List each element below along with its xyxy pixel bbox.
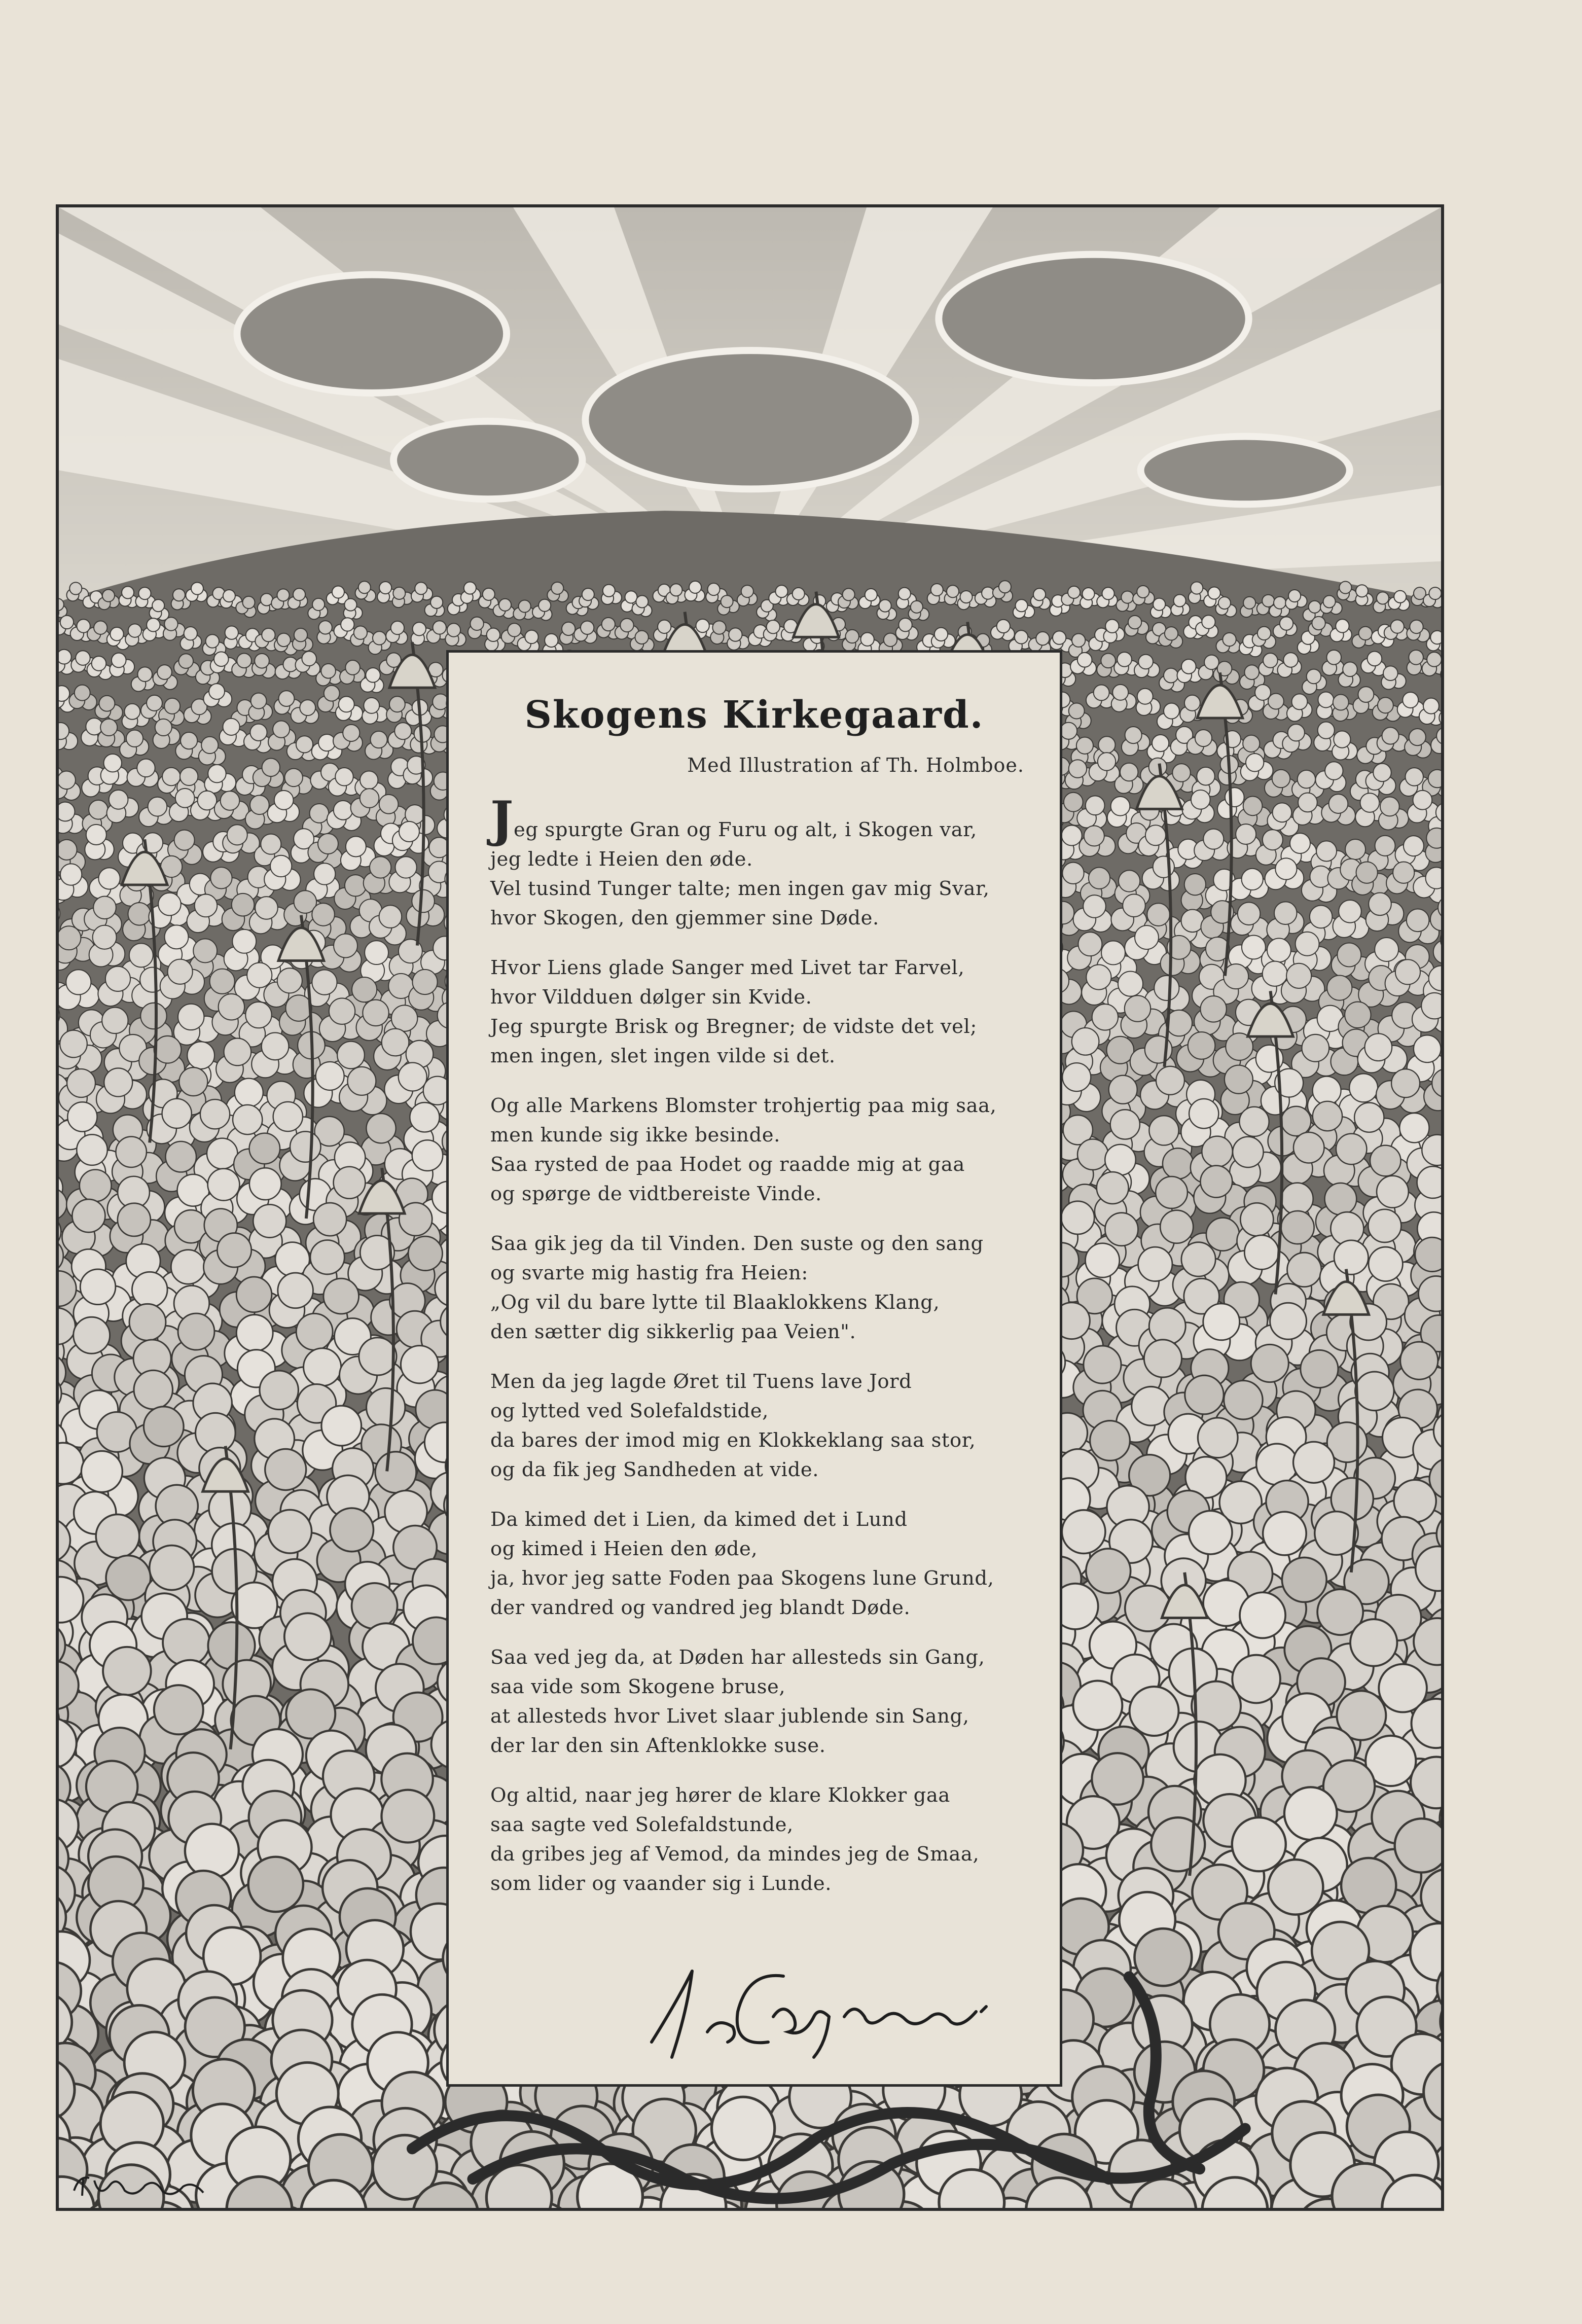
- stanza: [490, 953, 1028, 1071]
- poem-line: Saa rysted de paa Hodet og raadde mig at gaa: [490, 1153, 965, 1176]
- stanza: [490, 1643, 1028, 1761]
- poem-line: og lytted ved Solefaldstide,: [490, 1400, 769, 1422]
- poem-line: ja, hvor jeg satte Foden paa Skogens lune Grund,: [490, 1567, 994, 1590]
- stanza: [490, 1229, 1028, 1347]
- poem-line: jeg ledte i Heien den øde.: [490, 848, 753, 871]
- poem-line: da gribes jeg af Vemod, da mindes jeg de Smaa,: [490, 1843, 980, 1866]
- poem-line: men ingen, slet ingen vilde si det.: [490, 1045, 836, 1067]
- poem-line: Og alle Markens Blomster trohjertig paa mig saa,: [490, 1094, 997, 1117]
- poem-panel: [446, 650, 1062, 2087]
- poem-line: der vandred og vandred jeg blandt Døde.: [490, 1596, 911, 1619]
- poem-line: Da kimed det i Lien, da kimed det i Lund: [490, 1508, 908, 1531]
- poem-line: Hvor Liens glade Sanger med Livet tar Farvel,: [490, 956, 965, 979]
- poem-line: [490, 791, 1028, 848]
- poem-line: Saa ved jeg da, at Døden har allesteds sin Gang,: [490, 1646, 985, 1669]
- poem-line: og spørge de vidtbereiste Vinde.: [490, 1183, 822, 1205]
- stanza: [490, 1505, 1028, 1623]
- stanza: [490, 1781, 1028, 1899]
- poem-line: men kunde sig ikke besinde.: [490, 1124, 781, 1147]
- poem-line: „Og vil du bare lytte til Blaaklokkens Klang,: [490, 1291, 940, 1314]
- poem-line: og da fik jeg Sandheden at vide.: [490, 1458, 819, 1481]
- poem-line: at allesteds hvor Livet slaar jublende sin Sang,: [490, 1705, 969, 1728]
- poem-line: hvor Skogen, den gjemmer sine Døde.: [490, 907, 879, 929]
- poem-line: som lider og vaander sig i Lunde.: [490, 1872, 832, 1895]
- poem-title: Skogens Kirkegaard.: [524, 693, 984, 737]
- poem-line: da bares der imod mig en Klokkeklang saa stor,: [490, 1429, 976, 1452]
- artist-signature: [69, 2170, 221, 2201]
- poem-body: [490, 791, 1028, 1919]
- poem-line: Men da jeg lagde Øret til Tuens lave Jord: [490, 1370, 912, 1393]
- drop-initial: J: [490, 791, 514, 848]
- poem-line: Jeg spurgte Brisk og Bregner; de vidste det vel;: [490, 1015, 977, 1038]
- poem-line: der lar den sin Aftenklokke suse.: [490, 1734, 826, 1757]
- stanza: [490, 1367, 1028, 1485]
- poem-line: Og altid, naar jeg hører de klare Klokker gaa: [490, 1784, 950, 1807]
- poem-line: hvor Vildduen dølger sin Kvide.: [490, 986, 812, 1009]
- poem-line-rest: eg spurgte Gran og Furu og alt, i Skogen var,: [514, 818, 977, 841]
- poem-line: saa vide som Skogene bruse,: [490, 1675, 786, 1698]
- author-signature: [631, 1941, 1017, 2067]
- poem-line: Saa gik jeg da til Vinden. Den suste og den sang: [490, 1232, 984, 1255]
- illustration-credit: Med Illustration af Th. Holmboe.: [687, 754, 1024, 776]
- poem-line: saa sagte ved Solefaldstunde,: [490, 1813, 794, 1836]
- stanza: [490, 1091, 1028, 1209]
- poem-line: den sætter dig sikkerlig paa Veien".: [490, 1320, 856, 1343]
- poem-line: og svarte mig hastig fra Heien:: [490, 1262, 808, 1284]
- poem-line: og kimed i Heien den øde,: [490, 1538, 758, 1560]
- stanza: [490, 791, 1028, 933]
- poem-line: Vel tusind Tunger talte; men ingen gav mig Svar,: [490, 877, 990, 900]
